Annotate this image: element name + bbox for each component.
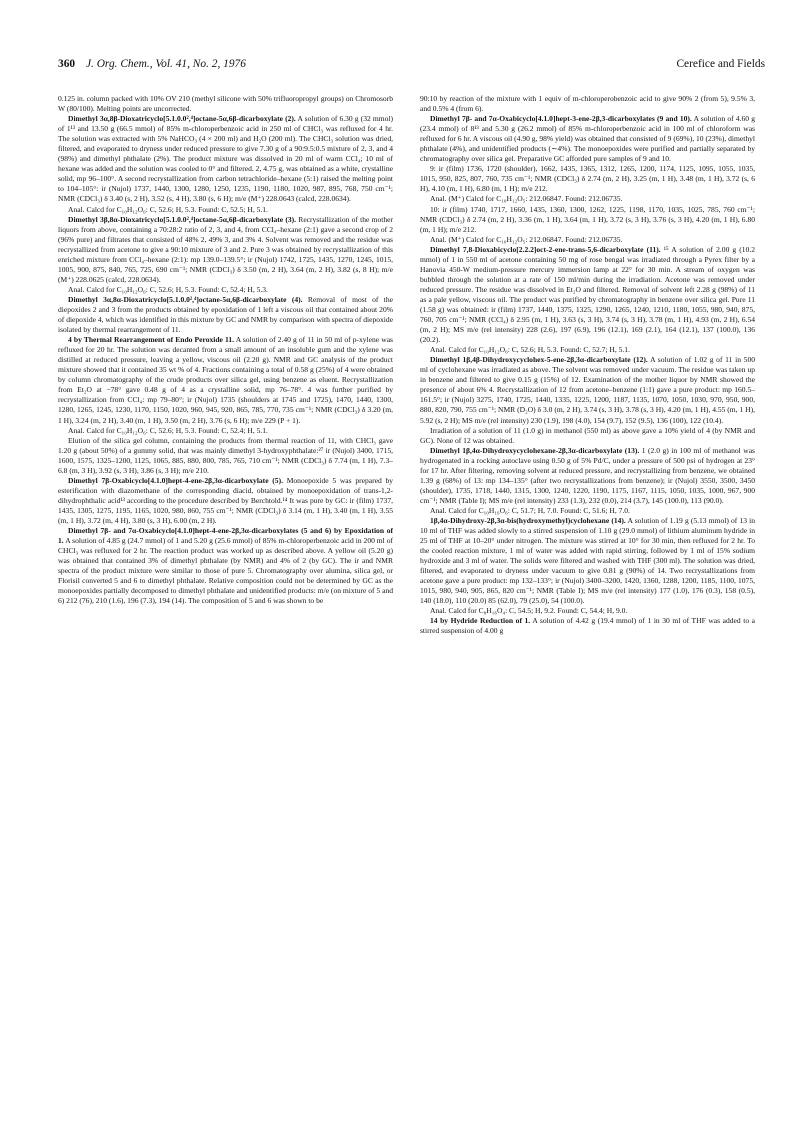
paragraph <box>58 205 393 215</box>
paragraph-text: Anal. Calcd for C₁₀H₁₂O₆: C, 52.6; H, 5.3. Found: C, 52.7; H, 5.1. <box>430 345 630 355</box>
paragraph <box>420 245 755 345</box>
paragraph <box>58 94 393 114</box>
paragraph-text: A solution of 6.30 g (32 mmol) of 1¹³ and 13.50 g (66.5 mmol) of 85% m-chloroperbenzoic acid in 250 ml of CHCl₃ was refluxed for 4 hr. The solution was extracted with 5% NaHCO₃ (4 × 200 ml) and H₂O (200 ml). The CHCl₃ solution was dried, filtered, and evaporated to dryness under reduced pressure to give 7.30 g of a 90:9.5:0.5 mixture of 2, 3, and 4 (98%) and dimethyl phthalate (2%). The product mixture was dissolved in 20 ml of warm CCl₄; 10 ml of hexane was added and the solution was cooled to 0° and filtered. 2, 4.75 g, was obtained as a white, crystalline solid, mp 96–100°. A second recrystallization from carbon tetrachloride–hexane (5:1) raised the melting point to 104–105°: ir (Nujol) 1737, 1440, 1300, 1280, 1250, 1235, 1190, 1180, 1020, 987, 895, 768, 750 cm⁻¹; NMR (CDCl₃) δ 3.40 (s, 2 H), 3.52 (s, 4 H), 3.80 (s, 6 H); m/e (M⁺) 228.0643 (calcd, 228.0634). <box>58 114 393 204</box>
paragraph-heading: 4 by Thermal Rearrangement of Endo Peroxide 11. <box>68 335 235 345</box>
paragraph-heading: Dimethyl 3α,8α-Dioxatricyclo[5.1.0.0²,⁴]octane-5α,6β-dicarboxylate (4). <box>68 294 303 304</box>
paragraph <box>58 295 393 335</box>
paragraph-text: Anal. Calcd for C₁₀H₁₂O₆: C, 52.6; H, 5.3. Found: C, 52.4; H, 5.1. <box>68 425 268 435</box>
paragraph-text: Anal. Calcd for C₈H₁₆O₄: C, 54.5; H, 9.2. Found: C, 54.4; H, 9.0. <box>430 606 628 616</box>
journal-citation: J. Org. Chem., Vol. 41, No. 2, 1976 <box>85 58 246 70</box>
paragraph-heading: Dimethyl 7β-Oxabicyclo[4.1.0]hept-4-ene-2β,3α-dicarboxylate (5). <box>68 475 283 485</box>
paragraph <box>58 436 393 476</box>
running-authors: Cerefice and Fields <box>676 58 765 70</box>
paragraph-text: A solution of 1.19 g (5.13 mmol) of 13 in 10 ml of THF was added slowly to a stirred suspension of 1.10 g (29.0 mmol) of lithium aluminum hydride in 25 ml of THF at 10–20° under nitrogen. The mixture was stirred at 10° for 30 min, then refluxed for 2 hr. To the cooled reaction mixture, 1 ml of water was added with rapid stirring, followed by 1 ml of 15% sodium hydroxide and 3 ml of water. The solids were filtered and washed with THF (300 ml). The solution was dried, filtered, and evaporated to dryness under vacuum to give 0.81 g (90%) of 14. Two recrystallizations from acetone gave a pure product: mp 132–133°; ir (Nujol) 3400–3200, 1420, 1360, 1288, 1200, 1185, 1100, 1075, 1015, 980, 940, 905, 865, 820 cm⁻¹; NMR (Table I); MS m/e (rel intensity) 177 (1.0), 176 (0.3), 158 (0.5), 140 (18.0), 110 (20.0) 85 (62.0), 79 (25.0), 54 (100.0). <box>420 515 755 606</box>
paragraph <box>420 114 755 164</box>
paragraph <box>420 355 755 425</box>
paragraph-text: Recrystallization of the mother liquors from above, containing a 70:28:2 ratio of 2, 3, and 4, from CCl₄–hexane (2:1) gave a second crop of 2 (96% pure) and filtrates that consisted of 48% 2, 49% 3, and 3% 4. Solvent was removed and the residue was recrystallized from acetone to give a 90:10 mixture of 3 and 2. Pure 3 was obtained by recrystallization of this enriched mixture from CCl₄–hexane (2:1): mp 139.0–139.5°; ir (Nujol) 1742, 1725, 1435, 1270, 1245, 1015, 1005, 900, 875, 840, 765, 725, 690 cm⁻¹; NMR (CDCl₃) δ 3.50 (m, 2 H), 3.64 (m, 2 H), 3.82 (s, 8 H); m/e (M⁺) 228.0625 (calcd, 228.0634). <box>58 214 393 284</box>
paragraph-text: A solution of 4.85 g (24.7 mmol) of 1 and 5.20 g (25.6 mmol) of 85% m-chloroperbenzoic acid in 200 ml of CHCl₃ was refluxed for 2 hr. The reaction product was worked up as described above. A yellow oil (5.20 g) was obtained that contained 3% of dimethyl phthalate (by NMR) and 4% of 2 (by GC). The ir and NMR spectra of the product mixture were similar to those of pure 5. Chromatography over alumina, silica gel, or Florisil converted 5 and 6 to dimethyl phthalate. Relative composition could not be determined by GC as the monoepoxides partially decomposed to dimethyl phthalate and unidentified products: m/e (on mixture of 5 and 6) 212 (76), 210 (1.6), 196 (7.3), 194 (14). The composition of 5 and 6 was shown to be <box>58 536 393 606</box>
header-left <box>58 58 246 70</box>
paragraph <box>420 606 755 616</box>
paragraph-heading: Dimethyl 3β,8α-Dioxatricyclo[5.1.0.0²,⁴]octane-5α,6β-dicarboxylate (3). <box>68 214 297 224</box>
paragraph-text: A solution of 1.02 g of 11 in 500 ml of cyclohexane was irradiated as above. The solvent was removed under vacuum. The residue was taken up in benzene and filtered to give 0.15 g (15%) of 12. Examination of the mother liquor by NMR showed the presence of about 6% 4. Recrystallization of 12 from acetone–benzene (1:1) gave a pure product: mp 160.5–161.5°; ir (Nujol) 3275, 1740, 1725, 1440, 1335, 1225, 1200, 1187, 1135, 1070, 1050, 1030, 970, 950, 900, 880, 820, 790, 755 cm⁻¹; NMR (D₂O) δ 3.0 (m, 2 H), 3.74 (s, 3 H), 3.78 (s, 3 H), 4.20 (m, 1 H), 4.55 (m, 1 H), 5.92 (s, 2 H); MS m/e (rel intensity) 230 (1.9), 198 (4.0), 154 (9.7), 152 (9.5), 136 (100), 122 (10.4). <box>420 355 755 425</box>
paragraph-text: Anal. Calcd for C₁₀H₁₆O₆: C, 51.7; H, 7.0. Found: C, 51.6; H, 7.0. <box>430 505 630 515</box>
paragraph <box>58 285 393 295</box>
paragraph-text: Anal. Calcd for C₁₀H₁₂O₆: C, 52.6; H, 5.3. Found: C, 52.4; H, 5.3. <box>68 284 268 294</box>
paragraph <box>420 235 755 245</box>
paragraph <box>420 194 755 204</box>
paragraph-text: A solution of 2.40 g of 11 in 50 ml of p-xylene was refluxed for 20 hr. The solution was decanted from a small amount of an insoluble gum and the xylene was distilled at reduced pressure, leaving a yellow, viscous oil (2.20 g). NMR and GC analysis of the product mixture showed that it contained 35 wt % of 4. Fractions containing a total of 0.58 g (25%) of 4 were obtained by column chromatography of the crude products over silica gel, using benzene as eluent. Recrystallization from Et₂O at −78° gave 0.48 g of 4 as a crystalline solid, mp 76–78°. 4 was further purified by recrystallization from CCl₄: mp 79–80°; ir (Nujol) 1735 (shoulders at 1745 and 1725), 1470, 1440, 1300, 1280, 1265, 1245, 1230, 1170, 1150, 1020, 960, 945, 920, 865, 785, 770, 735 cm⁻¹; NMR (CDCl₃) δ 3.20 (m, 1 H), 3.24 (m, 2 H), 3.40 (m, 1 H), 3.50 (m, 2 H), 3.76 (s, 6 H); m/e 229 (P + 1). <box>58 335 393 425</box>
paragraph <box>420 616 755 636</box>
paragraph <box>420 446 755 506</box>
paragraph-text: Irradiation of a solution of 11 (1.0 g) in methanol (550 ml) as above gave a 10% yield of 4 (by NMR and GC). None of 12 was obtained. <box>420 425 755 445</box>
paragraph-heading: Dimethyl 3α,8β-Dioxatricyclo[5.1.0.0²,⁴]octane-5α,6β-dicarboxylate (2). <box>68 114 296 124</box>
left-column <box>58 94 393 1099</box>
paragraph <box>420 516 755 606</box>
paragraph <box>58 114 393 204</box>
paragraph-heading: Dimethyl 1β,4β-Dihydroxycyclohex-5-ene-2β,3α-dicarboxylate (12). <box>430 355 648 365</box>
paragraph-text: Removal of most of the diepoxides 2 and 3 from the products obtained by epoxidation of 1 left a viscous oil that contained about 20% of diepoxide 4, which was identified in this mixture by GC and NMR by comparison with spectra of diepoxide isolated by thermal rearrangement of 11. <box>58 294 393 335</box>
paragraph-text: Anal. Calcd for C₁₀H₁₂O₆: C, 52.6; H, 5.3. Found: C, 52.5; H, 5.1. <box>68 204 268 214</box>
paragraph-text: A solution of 4.42 g (19.4 mmol) of 1 in 30 ml of THF was added to a stirred suspension of 4.00 g <box>420 616 755 636</box>
paragraph <box>420 94 755 114</box>
paragraph-text: ¹⁵ A solution of 2.00 g (10.2 mmol) of 1 in 550 ml of acetone containing 50 mg of rose bengal was irradiated through a Pyrex filter by a Hanovia 450-W medium-pressure mercury immersion lamp at 22° for 30 min. A stream of oxygen was bubbled through the solution at a rate of 150 ml/min during the irradiation. Acetone was removed under reduced pressure. The residue was dissolved in Et₂O and filtered. Removal of solvent left 2.28 g (98%) of 11 as a pale yellow, viscous oil. The product was purified by chromatography in benzene over silica gel. Pure 11 (1.58 g) was obtained: ir (film) 1737, 1440, 1375, 1325, 1290, 1265, 1240, 1210, 1180, 1055, 980, 940, 875, 760, 705 cm⁻¹; NMR (CCl₄) δ 2.95 (m, 1 H), 3.63 (s, 3 H), 3.74 (s, 3 H), 3.78 (m, 1 H), 4.93 (m, 2 H), 6.54 (m, 2 H); MS m/e (rel intensity) 228 (2.6), 197 (6.9), 196 (12.1), 169 (2.1), 164 (12.1), 137 (100.0), 136 (20.2). <box>420 244 755 345</box>
paragraph-text: Anal. (M⁺) Calcd for C₁₀H₁₂O₅: 212.06847. Found: 212.06735. <box>430 194 623 204</box>
paragraph <box>58 426 393 436</box>
paragraph <box>420 164 755 194</box>
paragraph <box>420 506 755 516</box>
paragraph-text: 10: ir (film) 1740, 1717, 1660, 1435, 1360, 1300, 1262, 1225, 1198, 1170, 1035, 1025, 785, 760 cm⁻¹; NMR (CDCl₃) δ 2.74 (m, 2 H), 3.36 (m, 1 H), 3.64 (m, 1 H), 3.72 (s, 3 H), 3.76 (s, 3 H), 4.20 (m, 1 H), 6.80 (m, 1 H); m/e 212. <box>420 204 755 234</box>
paragraph-text: Monoepoxide 5 was prepared by esterification with diazomethane of the corresponding diacid, obtained by monoepoxidation of trans-1,2-dihydrophthalic acid¹³ according to the procedure described by Berchtold.¹⁴ It was pure by GC: ir (film) 1737, 1435, 1305, 1275, 1195, 1165, 1020, 980, 860, 755 cm⁻¹; NMR (CDCl₃) δ 3.14 (m, 1 H), 3.40 (m, 1 H), 3.55 (m, 1 H), 3.72 (m, 4 H), 3.80 (s, 3 H), 6.00 (m, 2 H). <box>58 475 393 525</box>
paragraph <box>420 205 755 235</box>
paragraph <box>420 426 755 446</box>
running-header <box>58 58 765 76</box>
paragraph-text: Anal. (M⁺) Calcd for C₁₀H₁₂O₅: 212.06847. Found: 212.06735. <box>430 234 623 244</box>
paragraph <box>58 335 393 425</box>
page-number: 360 <box>58 58 76 70</box>
paragraph-heading: 1β,4α-Dihydroxy-2β,3α-bis(hydroxymethyl)cyclohexane (14). <box>430 515 626 525</box>
paragraph-heading: Dimethyl 7β- and 7α-Oxabicyclo[4.1.0]hept-4-ene-2β,3α-dicarboxylates (5 and 6) by Epoxidation of 1. <box>58 526 393 546</box>
paragraph-text: 0.125 in. column packed with 10% OV 210 (methyl silicone with 50% trifluoropropyl groups) on Chromosorb W (80/100). Melting points are uncorrected. <box>58 94 393 114</box>
paragraph-text: Elution of the silica gel column, containing the products from thermal reaction of 11, with CHCl₃ gave 1.20 g (about 50%) of a gummy solid, that was mainly dimethyl 3-hydroxyphthalate:²⁷ ir (Nujol) 3400, 1715, 1600, 1575, 1325–1200, 1125, 1065, 885, 880, 800, 785, 765, 710 cm⁻¹; NMR (CDCl₃) δ 7.74 (m, 1 H), 7.3–6.8 (m, 3 H), 3.92 (s, 3 H), 3.86 (s, 3 H); m/e 210. <box>58 435 393 475</box>
paragraph <box>58 215 393 285</box>
paragraph-text: 90:10 by reaction of the mixture with 1 equiv of m-chloroperobenzoic acid to give 90% 2 (from 5), 9.5% 3, and 0.5% 4 (from 6). <box>420 94 755 114</box>
right-column <box>420 94 755 1099</box>
paragraph-heading: Dimethyl 7,8-Dioxabicyclo[2.2.2]oct-2-ene-trans-5,6-dicarboxylate (11). <box>430 244 661 254</box>
paragraph-text: 1 (2.0 g) in 100 ml of methanol was hydrogenated in a rocking autoclave using 0.50 g of 5% Pd/C, under a pressure of 500 psi of hydrogen at 23° for 17 hr. After filtering, removing solvent at reduced pressure, and recrystallizing from benzene, we obtained 1.39 g (68%) of 13: mp 134–135° (after two recrystallizations from benzene); ir (Nujol) 3550, 3500, 3450 (shoulder), 1735, 1718, 1440, 1315, 1300, 1240, 1220, 1190, 1175, 1167, 1115, 1050, 1035, 1000, 967, 900 cm⁻¹; NMR (Table I); MS m/e (rel intensity) 233 (1.3), 232 (0.0), 214 (3.7), 145 (100.0), 113 (90.0). <box>420 445 755 505</box>
paragraph-text: 9: ir (film) 1736, 1720 (shoulder), 1662, 1435, 1365, 1312, 1265, 1200, 1174, 1125, 1095, 1055, 1035, 1015, 950, 825, 807, 760, 735 cm⁻¹; NMR (CDCl₃) δ 2.74 (m, 2 H), 3.25 (m, 1 H), 3.48 (m, 1 H), 3.72 (s, 6 H), 4.10 (m, 1 H), 6.80 (m, 1 H); m/e 212. <box>420 164 755 194</box>
paragraph-text: A solution of 4.60 g (23.4 mmol) of 8¹³ and 5.30 g (26.2 mmol) of 85% m-chloroperbenzoic acid in 100 ml of chloroform was refluxed for 6 hr. A viscous oil (4.90 g, 98% yield) was obtained that consisted of 9 (69%), 10 (23%), dimethyl phthalate (4%), and unidentified products (∼4%). The monoepoxides were purified and partially separated by chromatography over silica gel. Preparative GC afforded pure samples of 9 and 10. <box>420 114 755 164</box>
paragraph <box>58 526 393 606</box>
paragraph-heading: Dimethyl 1β,4α-Dihydroxycyclohexane-2β,3α-dicarboxylate (13). <box>430 445 640 455</box>
paragraph-heading: 14 by Hydride Reduction of 1. <box>430 616 531 626</box>
paragraph <box>58 476 393 526</box>
paragraph-heading: Dimethyl 7β- and 7α-Oxabicyclo[4.1.0]hept-3-ene-2β,3-dicarboxylates (9 and 10). <box>430 114 692 124</box>
paragraph <box>420 345 755 355</box>
